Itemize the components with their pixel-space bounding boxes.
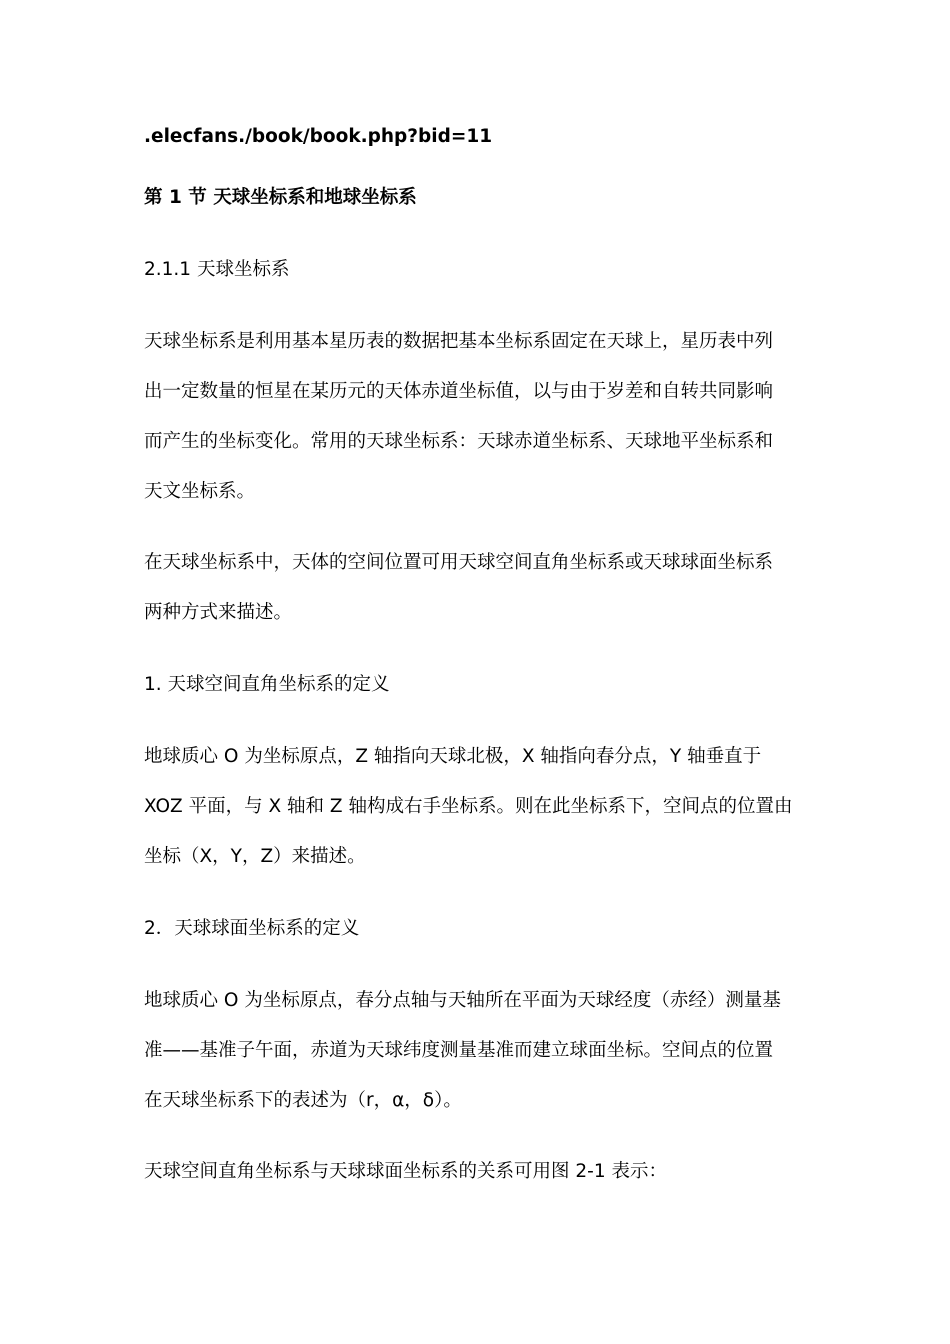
paragraph-line: 在天球坐标系中，天体的空间位置可用天球空间直角坐标系或天球球面坐标系 (144, 552, 774, 573)
item2-heading-text: 2．天球球面坐标系的定义 (144, 918, 360, 939)
paragraph-line: 天文坐标系。 (144, 481, 256, 502)
subsection-heading (144, 245, 814, 295)
paragraph-line: 天球空间直角坐标系与天球球面坐标系的关系可用图 2-1 表示： (144, 1161, 667, 1182)
paragraph-celestial-system-intro (144, 317, 814, 517)
subsection-heading-text: 2.1.1 天球坐标系 (144, 259, 290, 280)
paragraph-relationship (144, 1147, 814, 1197)
paragraph-line: 而产生的坐标变化。常用的天球坐标系：天球赤道坐标系、天球地平坐标系和 (144, 431, 774, 452)
section-heading (144, 173, 814, 223)
source-url-line (144, 112, 814, 162)
item1-heading-text: 1. 天球空间直角坐标系的定义 (144, 674, 390, 695)
item2-heading (144, 904, 814, 954)
paragraph-line: 坐标（X，Y，Z）来描述。 (144, 846, 366, 867)
paragraph-spherical-definition (144, 976, 814, 1126)
section-heading-text: 第 1 节 天球坐标系和地球坐标系 (144, 187, 417, 208)
item1-heading (144, 660, 814, 710)
paragraph-line: 两种方式来描述。 (144, 602, 293, 623)
paragraph-line: 地球质心 O 为坐标原点，春分点轴与天轴所在平面为天球经度（赤经）测量基 (144, 990, 781, 1011)
url-text: .elecfans./book/book.php?bid=11 (144, 126, 493, 147)
paragraph-line: 在天球坐标系下的表述为（r，α，δ）。 (144, 1090, 462, 1111)
paragraph-line: 准——基准子午面，赤道为天球纬度测量基准而建立球面坐标。空间点的位置 (144, 1040, 774, 1061)
paragraph-line: XOZ 平面，与 X 轴和 Z 轴构成右手坐标系。则在此坐标系下，空间点的位置由 (144, 796, 793, 817)
paragraph-description-methods (144, 538, 814, 638)
paragraph-rectangular-definition (144, 732, 814, 882)
paragraph-line: 地球质心 O 为坐标原点，Z 轴指向天球北极，X 轴指向春分点，Y 轴垂直于 (144, 746, 762, 767)
paragraph-line: 出一定数量的恒星在某历元的天体赤道坐标值，以与由于岁差和自转共同影响 (144, 381, 774, 402)
paragraph-line: 天球坐标系是利用基本星历表的数据把基本坐标系固定在天球上，星历表中列 (144, 331, 774, 352)
